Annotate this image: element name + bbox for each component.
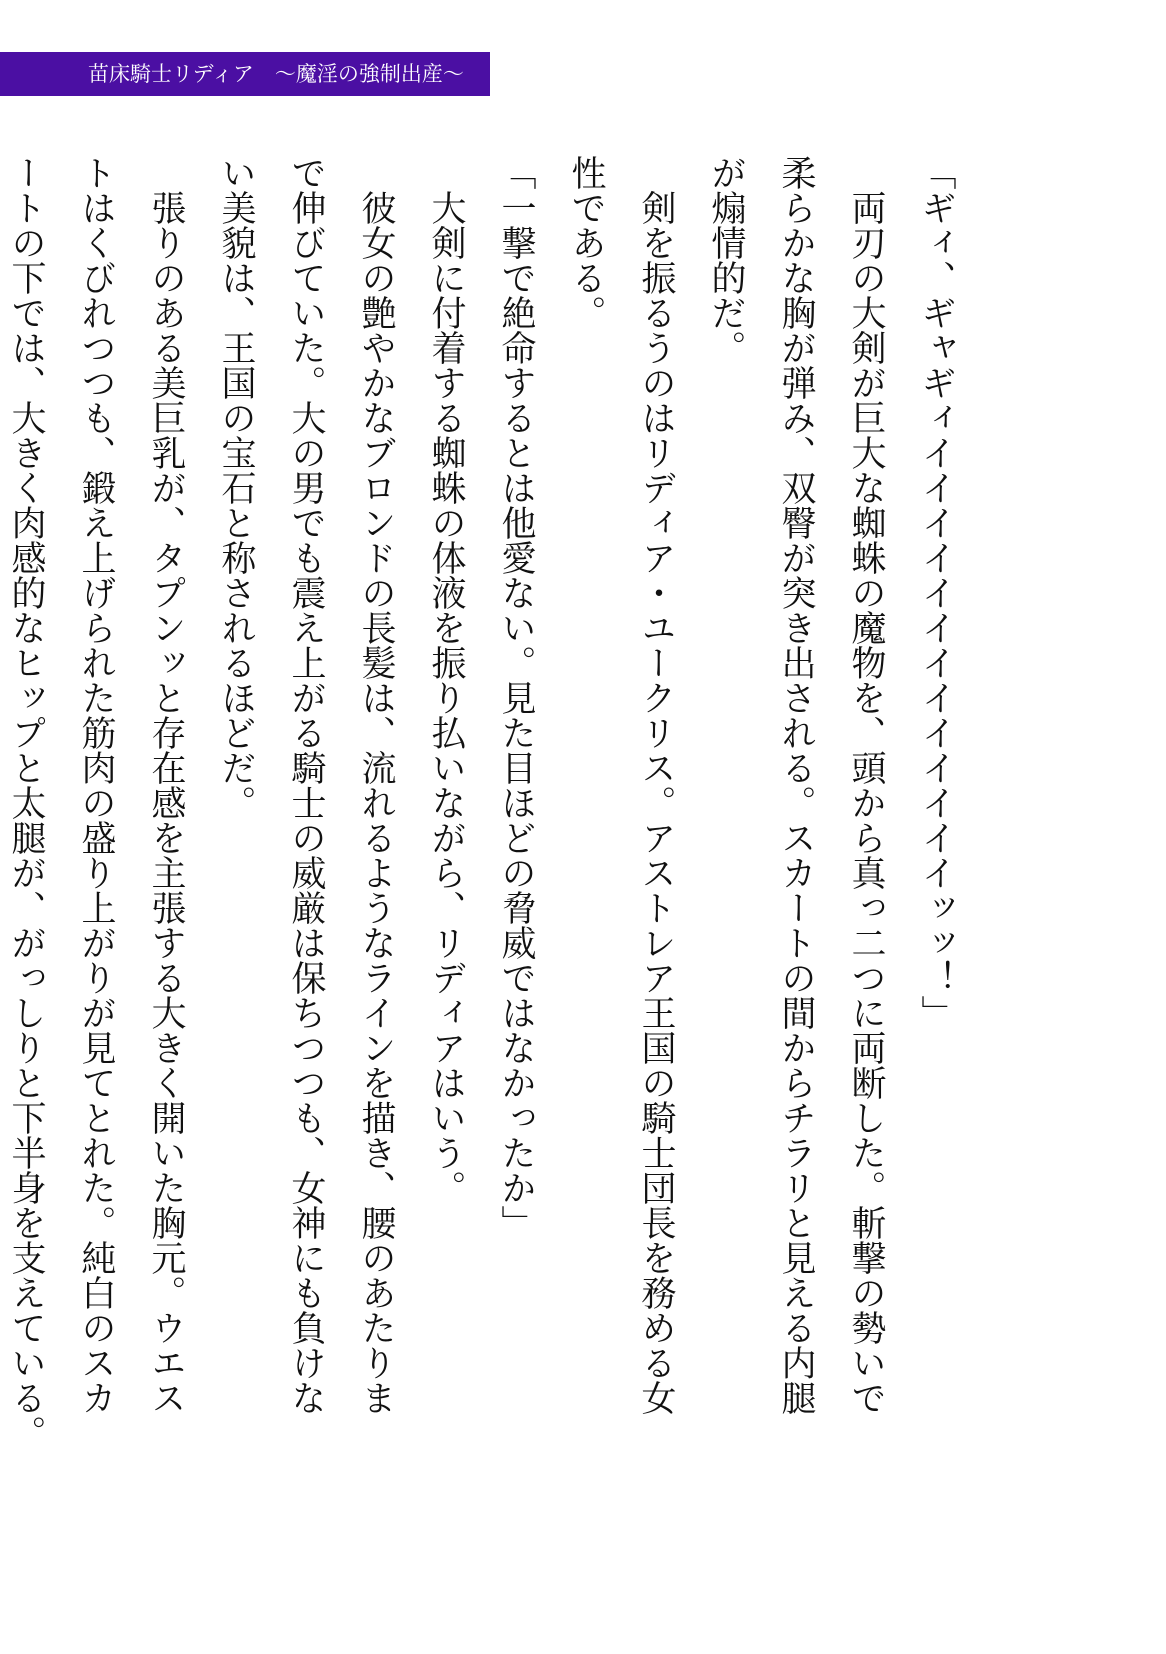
paragraph-line: 張りのある美巨乳が、タプンッと存在感を主張する大きく開いた胸元。ウエス (146, 155, 186, 1415)
body-text (6, 155, 971, 1605)
paragraph-line: 大剣に付着する蜘蛛の体液を振り払いながら、リディアはいう。 (426, 155, 466, 1205)
paragraph-line: トはくびれつつも、鍛え上げられた筋肉の盛り上がりが見てとれた。純白のスカ (76, 155, 116, 1415)
paragraph-line: 両刃の大剣が巨大な蜘蛛の魔物を、頭から真っ二つに両断した。斬撃の勢いで (846, 155, 886, 1415)
paragraph-line: い美貌は、王国の宝石と称されるほどだ。 (216, 155, 256, 820)
book-title: 苗床騎士リディア 〜魔淫の強制出産〜 (88, 62, 464, 86)
paragraph-line: 剣を振るうのはリディア・ユークリス。アストレア王国の騎士団長を務める女 (636, 155, 676, 1415)
paragraph-line: ートの下では、大きく肉感的なヒップと太腿が、がっしりと下半身を支えている。 (6, 155, 46, 1450)
header-bar (0, 52, 490, 96)
paragraph-line: で伸びていた。大の男でも震え上がる騎士の威厳は保ちつつも、女神にも負けな (286, 155, 326, 1415)
paragraph-line: 「ギィ、ギャギィイイイイイイイイイイイイイッッ！」 (916, 155, 956, 1030)
paragraph-line: が煽情的だ。 (706, 155, 746, 365)
paragraph-line: 性である。 (566, 155, 606, 330)
paragraph-line: 彼女の艶やかなブロンドの長髪は、流れるようなラインを描き、腰のあたりま (356, 155, 396, 1415)
paragraph-line: 「一撃で絶命するとは他愛ない。見た目ほどの脅威ではなかったか」 (496, 155, 536, 1240)
paragraph-line: 柔らかな胸が弾み、双臀が突き出される。スカートの間からチラリと見える内腿 (776, 155, 816, 1415)
